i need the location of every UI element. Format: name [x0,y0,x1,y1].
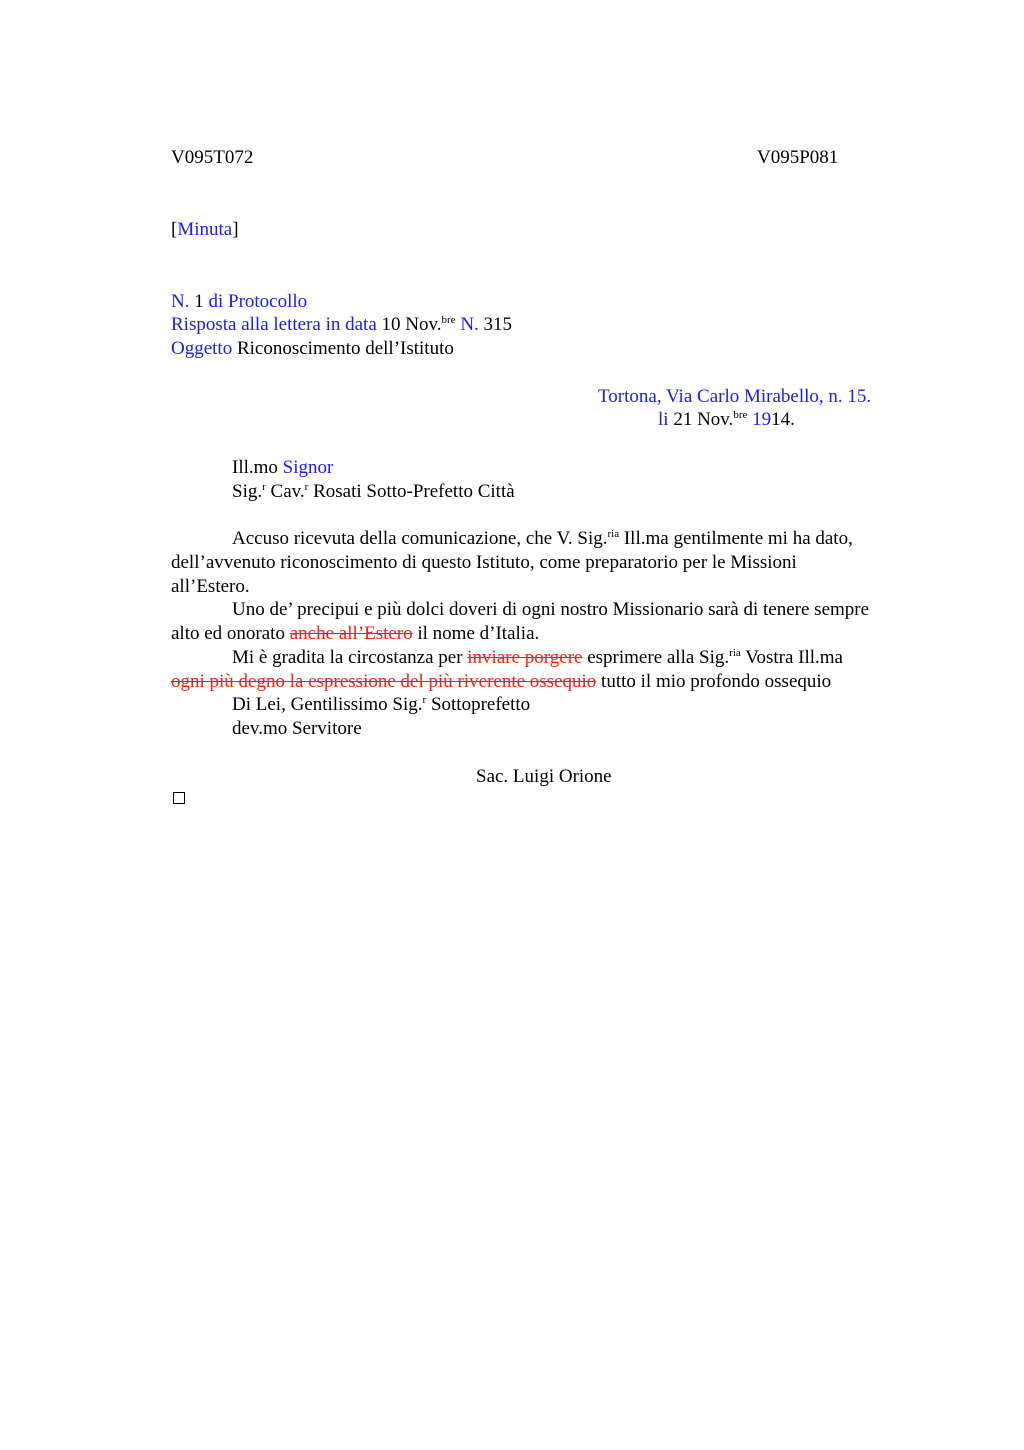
recipient-cav: Cav. [270,481,305,502]
closing-sup: r [422,694,427,706]
recipient-line-2 [232,480,515,504]
date-day: 21 Nov. [673,409,734,430]
reply-label: Risposta alla lettera in data [171,314,377,335]
place-address: Tortona, Via Carlo Mirabello, n. 15. [598,386,872,407]
date-year-prefix: 19 [752,409,772,430]
protocol-subject [171,337,454,361]
recipient-sig-sup: r [262,481,266,493]
protocol-n-value: 1 [194,291,204,312]
subject-label: Oggetto [171,338,233,359]
body-p2-line-1: Uno de’ precipui e più dolci doveri di ogni nostro Missionario sarà di tenere sempre [232,599,870,620]
signature: Sac. Luigi Orione [476,766,612,787]
draft-label [171,218,239,242]
protocol-reply [171,313,512,337]
body-p3-line2-b: tutto il mio profondo ossequio [601,671,832,692]
header-right-code: V095P081 [757,147,839,168]
body-p1-b: Ill.ma gentilmente mi ha dato, [623,528,853,549]
letter-date [658,408,795,432]
body-p1-line-1 [232,527,853,551]
draft-label-text: Minuta [177,219,233,240]
subject-value: Riconoscimento dell’Istituto [236,338,454,359]
date-month-sup: bre [733,409,748,421]
reply-date-sup: bre [441,314,456,326]
body-p3-b: esprimere alla Sig. [587,647,730,668]
closing-a: Di Lei, Gentilissimo Sig. [232,694,423,715]
date-li: li [658,409,669,430]
recipient-cav-sup: r [304,481,309,493]
body-p2-a: alto ed onorato [171,623,285,644]
protocol-n-suffix: di Protocollo [208,291,308,312]
end-marker-box [173,792,185,804]
recipient-signor: Signor [282,457,334,478]
body-p3-a: Mi è gradita la circostanza per [232,647,463,668]
closing-line-1 [232,693,530,717]
body-p2-line-2 [171,622,539,646]
recipient-name: Rosati Sotto-Prefetto Città [313,481,515,502]
body-p2-b: il nome d’Italia. [417,623,540,644]
body-p1-line-3: all’Estero. [171,576,250,597]
body-p3-c: Vostra Ill.ma [745,647,843,668]
body-p1-sup: ria [607,528,620,540]
date-year-suffix: 14. [771,409,795,430]
body-p1-line-2: dell’avvenuto riconoscimento di questo Istituto, come preparatorio per le Missioni [171,552,797,573]
body-p2-deletion: anche all’Estero [289,623,413,644]
recipient-line-1 [232,456,333,480]
closing-line-2: dev.mo Servitore [232,718,362,739]
draft-close-bracket: ] [232,219,239,240]
protocol-number [171,290,307,314]
body-p3-line-2 [171,670,831,694]
reply-n-label: N. [460,314,479,335]
body-p3-line-1 [232,646,843,670]
closing-b: Sottoprefetto [430,694,531,715]
header-left-code: V095T072 [171,147,254,168]
protocol-n-label: N. [171,291,190,312]
reply-date: 10 Nov. [381,314,442,335]
body-p1-a: Accuso ricevuta della comunicazione, che V. Sig. [232,528,608,549]
draft-open-bracket: [ [171,219,178,240]
body-p3-sup: ria [729,647,741,659]
body-p3-line2-deletion: ogni più degno la espressione del più riverente ossequio [171,671,597,692]
recipient-illmo: Ill.mo [232,457,278,478]
body-p3-deletion: inviare porgere [467,647,583,668]
recipient-sig: Sig. [232,481,263,502]
reply-n-value: 315 [483,314,513,335]
